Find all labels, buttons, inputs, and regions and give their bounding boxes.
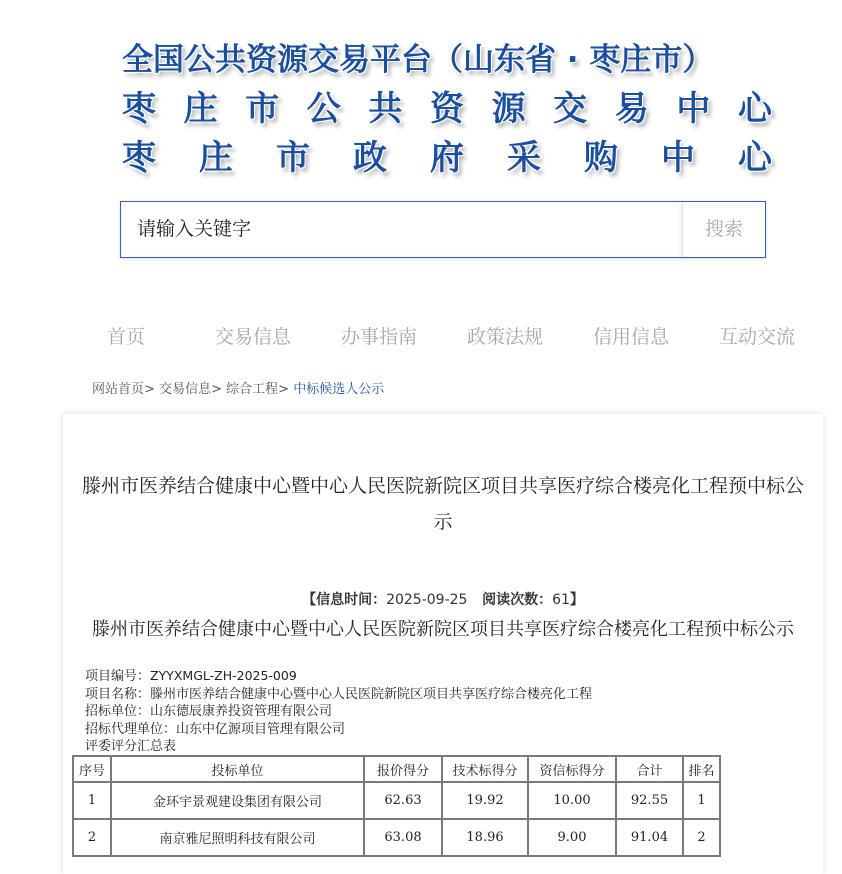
article-title: 滕州市医养结合健康中心暨中心人民医院新院区项目共享医疗综合楼亮化工程预中标公示: [82, 475, 805, 533]
nav-item-trade-info[interactable]: 交易信息: [214, 326, 291, 348]
th-bidder: 投标单位: [111, 756, 364, 782]
cell-bidder: 金环宇景观建设集团有限公司: [111, 782, 364, 819]
cell-credit-score: 10.00: [528, 782, 616, 819]
banner-char: 公: [306, 89, 341, 129]
cell-rank: 2: [683, 819, 720, 856]
tenderer: 山东德辰康养投资管理有限公司: [150, 704, 333, 719]
breadcrumb-home[interactable]: 网站首页: [92, 382, 145, 397]
nav-item-credit[interactable]: 信用信息: [592, 326, 669, 348]
banner-line-1: 全国公共资源交易平台（山东省 · 枣庄市）: [122, 42, 714, 78]
agent-row: [85, 721, 592, 739]
banner-char: 市: [245, 89, 280, 129]
banner-char: 庄: [199, 138, 233, 178]
tenderer-row: [85, 703, 592, 721]
banner-char: 易: [614, 89, 649, 129]
nav-item-policy[interactable]: 政策法规: [466, 326, 543, 348]
banner-char: 政: [353, 138, 387, 178]
banner-char: 府: [430, 138, 464, 178]
breadcrumb-sep: >: [211, 382, 222, 397]
nav-item-guide[interactable]: 办事指南: [340, 326, 417, 348]
table-row: [73, 782, 720, 819]
banner-char: 庄: [183, 89, 218, 129]
banner-char: 心: [738, 138, 772, 178]
th-rank: 排名: [683, 756, 720, 782]
table-row: [73, 819, 720, 856]
breadcrumb-engineering[interactable]: 综合工程: [226, 382, 279, 397]
project-no-label: 项目编号：: [85, 669, 151, 684]
banner-char: 源: [491, 89, 526, 129]
project-info: [85, 667, 592, 756]
search-button[interactable]: 搜索: [682, 202, 765, 257]
banner-char: 共: [368, 89, 403, 129]
project-no: ZYYXMGL-ZH-2025-009: [150, 668, 297, 683]
cell-total: 91.04: [616, 819, 683, 856]
tenderer-label: 招标单位：: [85, 704, 151, 719]
cell-bidder: 南京雅尼照明科技有限公司: [111, 819, 364, 856]
banner-line-3: [122, 134, 772, 183]
search-box: [120, 201, 766, 258]
cell-no: 1: [73, 782, 111, 819]
meta-suffix: 】: [569, 592, 584, 608]
project-name-label: 项目名称：: [85, 686, 151, 702]
score-table: [72, 755, 721, 857]
publish-date: 2025-09-25: [386, 592, 468, 608]
cell-total: 92.55: [616, 782, 683, 819]
cell-credit-score: 9.00: [528, 819, 616, 856]
banner-char: 交: [553, 89, 588, 129]
summary-label: 评委评分汇总表: [85, 739, 177, 754]
banner-char: 枣: [122, 89, 156, 129]
cell-rank: 1: [683, 782, 720, 819]
site-banner: [122, 36, 772, 183]
banner-char: 中: [676, 89, 711, 129]
breadcrumb-trade-info[interactable]: 交易信息: [159, 382, 212, 397]
cell-price-score: 63.08: [364, 819, 442, 856]
breadcrumb: [92, 380, 384, 400]
nav-item-home[interactable]: 首页: [106, 326, 145, 348]
banner-char: 资: [429, 89, 464, 129]
breadcrumb-sep: >: [144, 382, 155, 397]
main-nav: [63, 322, 823, 352]
th-no: 序号: [73, 756, 111, 782]
article-subtitle: 滕州市医养结合健康中心暨中心人民医院新院区项目共享医疗综合楼亮化工程预中标公示: [92, 619, 794, 640]
nav-item-interaction[interactable]: 互动交流: [718, 326, 795, 348]
banner-char: 市: [276, 138, 310, 178]
cell-price-score: 62.63: [364, 782, 442, 819]
banner-char: 心: [737, 89, 772, 129]
banner-char: 中: [661, 138, 695, 178]
meta-prefix: 【信息时间：: [302, 592, 387, 608]
banner-char: 枣: [122, 138, 156, 178]
project-name-row: [85, 686, 592, 704]
project-name: 滕州市医养结合健康中心暨中心人民医院新院区项目共享医疗综合楼亮化工程: [150, 686, 593, 702]
article-meta: [63, 590, 823, 610]
table-header-row: [73, 756, 720, 782]
agent: 山东中亿源项目管理有限公司: [176, 721, 346, 737]
project-no-row: [85, 667, 592, 686]
agent-label: 招标代理单位：: [85, 721, 177, 737]
th-credit-score: 资信标得分: [528, 756, 616, 782]
banner-char: 购: [584, 138, 618, 178]
breadcrumb-sep: >: [278, 382, 290, 397]
banner-char: 采: [507, 138, 541, 178]
cell-tech-score: 19.92: [442, 782, 528, 819]
cell-tech-score: 18.96: [442, 819, 528, 856]
view-count: 61: [552, 592, 570, 608]
views-label: 阅读次数：: [482, 592, 553, 608]
th-total: 合计: [616, 756, 683, 782]
cell-no: 2: [73, 819, 111, 856]
breadcrumb-current[interactable]: 中标候选人公示: [293, 382, 385, 397]
th-tech-score: 技术标得分: [442, 756, 528, 782]
th-price-score: 报价得分: [364, 756, 442, 782]
banner-line-2: [122, 85, 772, 134]
search-input[interactable]: 请输入关键字: [137, 218, 252, 240]
